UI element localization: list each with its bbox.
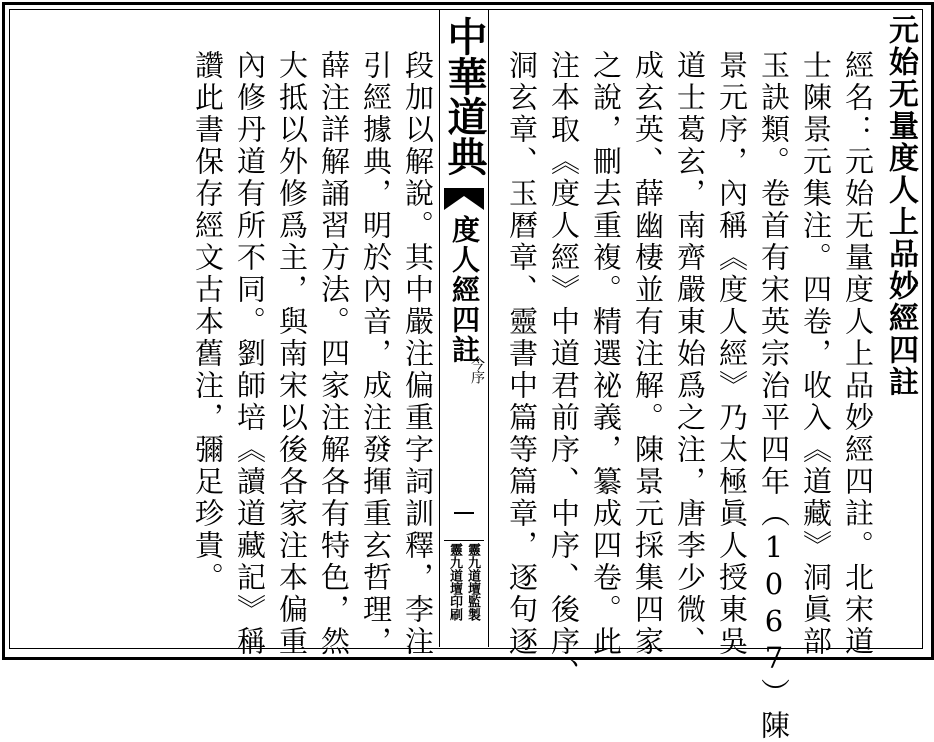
page-number — [454, 512, 474, 514]
right-line-2: 士陳景元集注。四卷，收入《道藏》洞眞部 — [799, 50, 833, 658]
right-line-9: 洞玄章、玉曆章、靈書中篇等篇章，逐句逐 — [505, 50, 539, 658]
publisher-bottom: 靈九道壇印刷 — [447, 543, 462, 621]
left-line-6: 讚此書保存經文古本舊注，彌足珍貴。 — [191, 50, 225, 594]
right-page-title: 元始无量度人上品妙經四註 — [883, 14, 918, 398]
left-line-1: 段加以解說。其中嚴注偏重字詞訓釋，李注 — [401, 50, 435, 658]
section-note: 今序 — [469, 356, 485, 384]
right-line-5: 道士葛玄，南齊嚴東始爲之注，唐李少微、 — [673, 50, 707, 658]
left-line-3: 薛注詳解誦習方法。四家注解各有特色，然 — [317, 50, 351, 658]
series-title: 中華道典 — [441, 16, 488, 176]
publisher-top: 靈九道壇監製 — [465, 543, 480, 621]
right-line-8: 注本取《度人經》中道君前序、中序、後序、 — [547, 50, 581, 690]
right-line-3: 玉訣類。卷首有宋英宗治平四年（1067）陳 — [757, 50, 791, 742]
left-line-2: 引經據典，明於內音，成注發揮重玄哲理， — [359, 50, 393, 658]
fish-tail-mark-icon — [444, 188, 484, 210]
right-line-7: 之說，刪去重複。精選祕義，纂成四卷。此 — [589, 50, 623, 658]
left-line-4: 大抵以外修爲主，與南宋以後各家注本偏重 — [275, 50, 309, 658]
center-divider-right — [488, 10, 489, 647]
right-line-6: 成玄英、薛幽棲並有注解。陳景元採集四家 — [631, 50, 665, 658]
section-title: 度人經四註 — [448, 215, 481, 365]
right-line-4: 景元序，內稱《度人經》乃太極眞人授東吳 — [715, 50, 749, 658]
right-line-1: 經名：元始无量度人上品妙經四註。北宋道 — [841, 50, 875, 658]
left-line-5: 內修丹道有所不同。劉師培《讀道藏記》稱 — [233, 50, 267, 658]
